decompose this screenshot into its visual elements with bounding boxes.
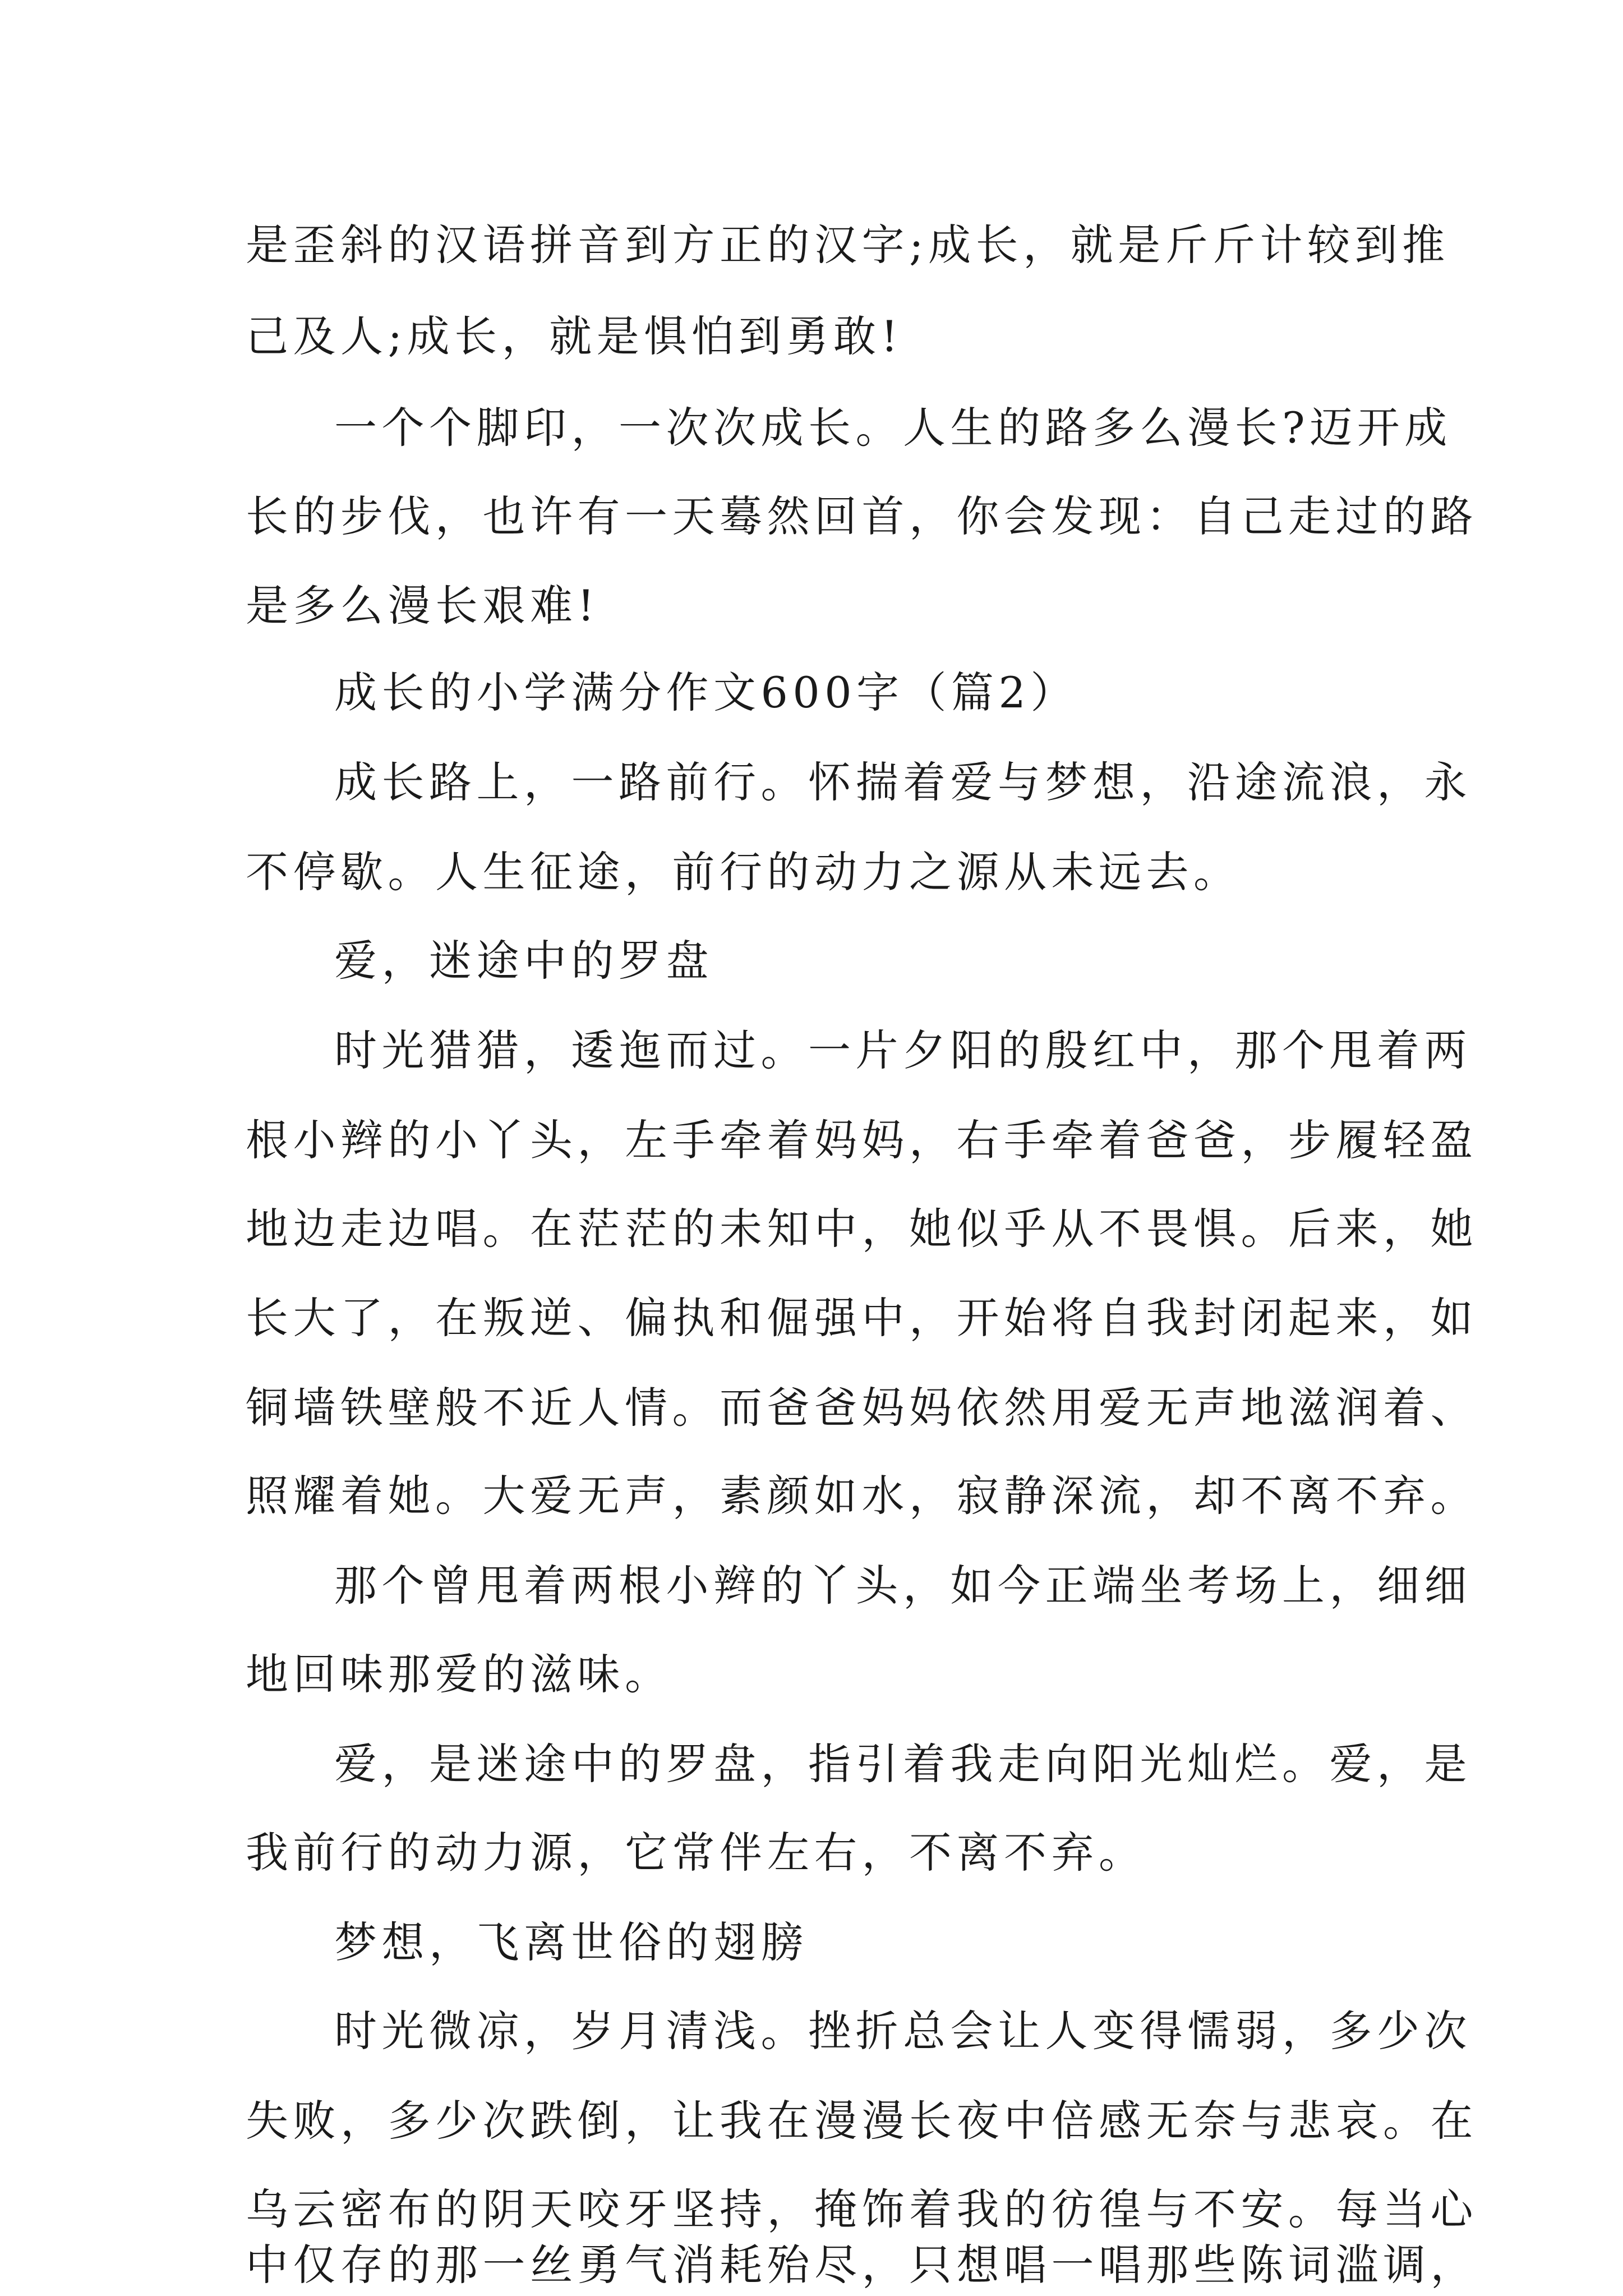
text-line: 中仅存的那一丝勇气消耗殆尽，只想唱一唱那些陈词滥调， <box>246 2240 1478 2290</box>
paragraph-start-line: 一个个脚印，一次次成长。人生的路多么漫长?迈开成 <box>334 403 1452 453</box>
text-line: 是多么漫长艰难! <box>246 581 600 631</box>
section-title: 成长的小学满分作文600字（篇2） <box>334 668 1078 717</box>
subheading: 爱，迷途中的罗盘 <box>334 936 713 986</box>
text-line: 地回味那爱的滋味。 <box>246 1649 672 1699</box>
text-line: 我前行的动力源，它常伴左右，不离不弃。 <box>246 1828 1146 1878</box>
text-line: 根小辫的小丫头，左手牵着妈妈，右手牵着爸爸，步履轻盈 <box>246 1115 1478 1165</box>
text-line: 己及人;成长，就是惧怕到勇敢! <box>246 311 903 361</box>
paragraph-start-line: 那个曾甩着两根小辫的丫头，如今正端坐考场上，细细 <box>334 1561 1472 1611</box>
paragraph-start-line: 爱，是迷途中的罗盘，指引着我走向阳光灿烂。爱，是 <box>334 1739 1472 1789</box>
text-line: 长的步伐，也许有一天蓦然回首，你会发现：自己走过的路 <box>246 491 1478 541</box>
text-line: 失败，多少次跌倒，让我在漫漫长夜中倍感无奈与悲哀。在 <box>246 2096 1478 2146</box>
text-line: 铜墙铁壁般不近人情。而爸爸妈妈依然用爱无声地滋润着、 <box>246 1383 1478 1433</box>
text-line: 长大了，在叛逆、偏执和倔强中，开始将自我封闭起来，如 <box>246 1293 1478 1343</box>
text-line: 照耀着她。大爱无声，素颜如水，寂静深流，却不离不弃。 <box>246 1471 1478 1521</box>
paragraph-start-line: 时光微凉，岁月清浅。挫折总会让人变得懦弱，多少次 <box>334 2006 1472 2056</box>
paragraph-start-line: 成长路上，一路前行。怀揣着爱与梦想，沿途流浪，永 <box>334 757 1472 807</box>
text-line: 乌云密布的阴天咬牙坚持，掩饰着我的彷徨与不安。每当心 <box>246 2184 1478 2234</box>
subheading: 梦想，飞离世俗的翅膀 <box>334 1917 808 1967</box>
text-line: 是歪斜的汉语拼音到方正的汉字;成长，就是斤斤计较到推 <box>246 220 1450 270</box>
paragraph-start-line: 时光猎猎，逶迤而过。一片夕阳的殷红中，那个甩着两 <box>334 1025 1472 1075</box>
text-line: 地边走边唱。在茫茫的未知中，她似乎从不畏惧。后来，她 <box>246 1204 1478 1254</box>
text-line: 不停歇。人生征途，前行的动力之源从未远去。 <box>246 847 1241 897</box>
